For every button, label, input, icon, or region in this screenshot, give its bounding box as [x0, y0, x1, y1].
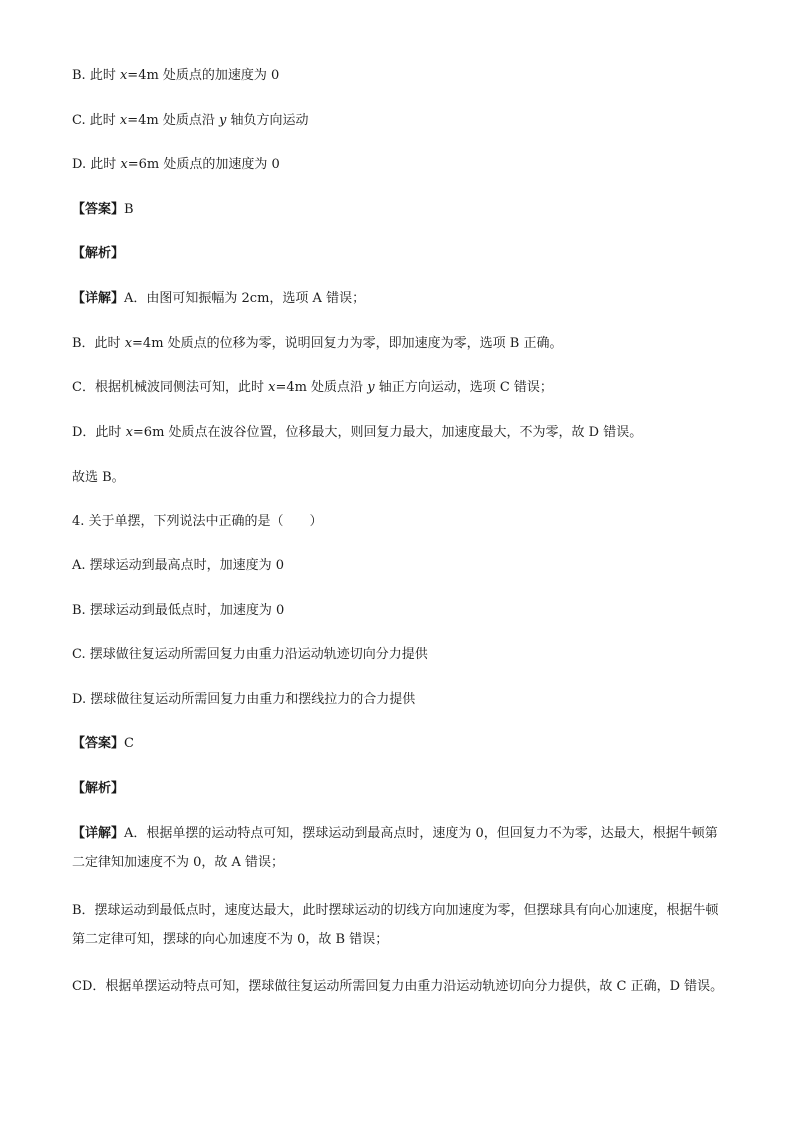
q4-option-b: B. 摆球运动到最低点时，加速度为 0 — [72, 603, 285, 618]
q4-option-a: A. 摆球运动到最高点时，加速度为 0 — [72, 558, 285, 573]
q3-detail-b-prefix: B．此时 — [72, 336, 125, 351]
q3-answer-value: B — [124, 202, 134, 217]
q4-detail-a-text: A．根据单摆的运动特点可知，摆球运动到最高点时，速度为 0，但回复力不为零，达最大，根据牛顿第二定律知加速度不为 0，故 A 错误； — [72, 826, 718, 870]
q3-detail-b — [72, 334, 724, 354]
q3-detail-b-var: x — [124, 336, 133, 351]
q3-detail-c — [72, 378, 724, 398]
q3-option-d-prefix: D. 此时 — [72, 157, 121, 172]
q3-detail-d-prefix: D．此时 — [72, 425, 126, 440]
q4-analysis-tag: 【解析】 — [72, 781, 125, 796]
q3-detail-tag: 【详解】 — [72, 291, 125, 306]
q3-detail-c-prefix: C．根据机械波同侧法可知，此时 — [72, 380, 269, 395]
q3-option-b-var: x — [119, 68, 128, 83]
q3-option-c-suffix: 轴负方向运动 — [226, 113, 309, 128]
q4-detail-b: B．摆球运动到最低点时，速度达最大，此时摆球运动的切线方向加速度为零，但摆球具有向心加速度，根据牛顿第二定律可知，摆球的向心加速度不为 0，故 B 错误； — [72, 903, 719, 947]
q3-detail-d-var: x — [125, 425, 133, 440]
q4-stem: 4. 关于单摆，下列说法中正确的是（ ） — [72, 514, 323, 529]
q4-answer-tag: 【答案】 — [72, 736, 125, 751]
q4-option-d: D. 摆球做往复运动所需回复力由重力和摆线拉力的合力提供 — [72, 692, 416, 707]
q3-detail-c-var: x — [268, 380, 276, 395]
q3-analysis-tag: 【解析】 — [72, 246, 125, 261]
q3-option-c-var: x — [119, 113, 128, 128]
q4-detail-tag: 【详解】 — [72, 826, 125, 841]
q3-detail-c-var2: y — [367, 380, 375, 395]
q4-detail-a — [72, 819, 724, 877]
q3-detail-d — [72, 423, 724, 443]
q3-detail-c-mid: =4m 处质点沿 — [275, 380, 368, 395]
q3-option-c-var2: y — [219, 113, 227, 128]
q3-option-b — [72, 66, 724, 86]
q3-option-d-var: x — [120, 157, 128, 172]
q3-option-b-prefix: B. 此时 — [72, 68, 120, 83]
q3-option-c-prefix: C. 此时 — [72, 113, 120, 128]
q3-option-c — [72, 111, 724, 131]
q3-detail-c-suffix: 轴正方向运动，选项 C 错误； — [374, 380, 553, 395]
q4-option-c: C. 摆球做往复运动所需回复力由重力沿运动轨迹切向分力提供 — [72, 647, 428, 662]
q4-detail-cd: CD．根据单摆运动特点可知，摆球做往复运动所需回复力由重力沿运动轨迹切向分力提供，故 C 正确，D 错误。 — [72, 979, 724, 994]
q3-detail-d-suffix: =6m 处质点在波谷位置，位移最大，则回复力最大，加速度最大，不为零，故 D 错误。 — [132, 425, 643, 440]
q3-option-d — [72, 155, 724, 175]
q3-detail-a-text: A．由图可知振幅为 2cm，选项 A 错误； — [124, 291, 366, 306]
q4-answer-value: C — [124, 736, 134, 751]
q3-detail-a — [72, 289, 724, 309]
q3-option-c-mid: =4m 处质点沿 — [127, 113, 219, 128]
q3-option-b-suffix: =4m 处质点的加速度为 0 — [127, 68, 280, 83]
q3-detail-b-suffix: =4m 处质点的位移为零，说明回复力为零，即加速度为零，选项 B 正确。 — [132, 336, 563, 351]
q4-answer — [72, 734, 724, 754]
q3-option-d-suffix: =6m 处质点的加速度为 0 — [127, 157, 280, 172]
q3-answer — [72, 200, 724, 220]
q3-conclusion: 故选 B。 — [72, 470, 125, 485]
q3-answer-tag: 【答案】 — [72, 202, 125, 217]
